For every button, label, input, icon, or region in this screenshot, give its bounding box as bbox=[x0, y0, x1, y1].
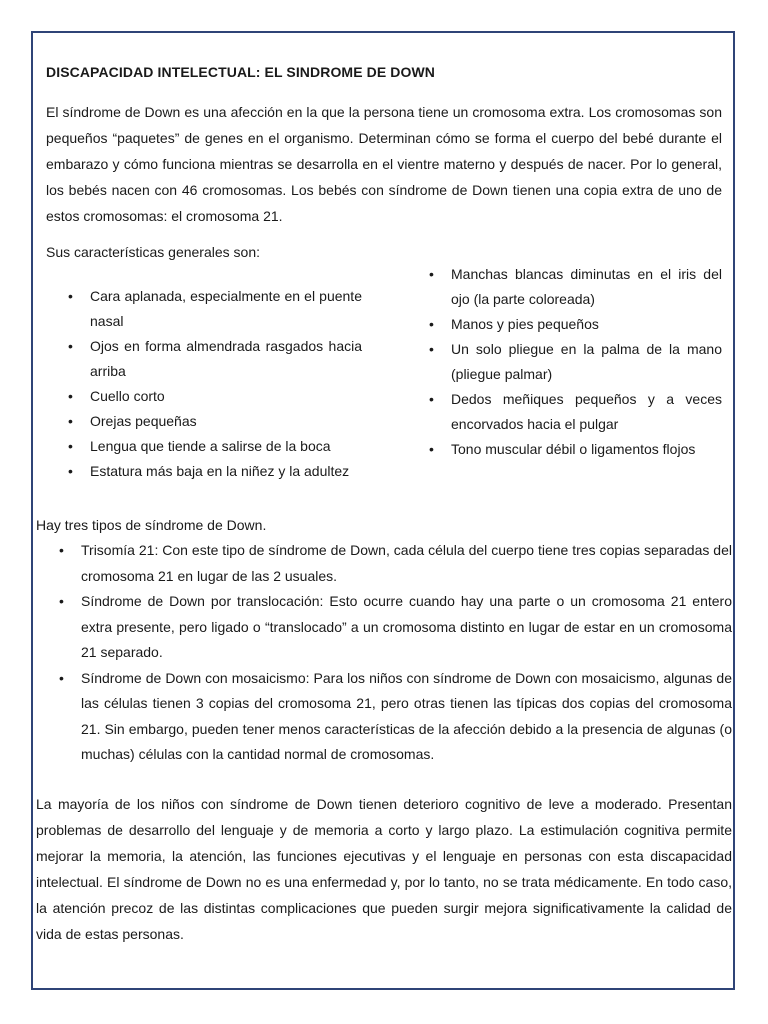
characteristics-heading: Sus características generales son: bbox=[46, 244, 260, 260]
list-item: • Cuello corto bbox=[90, 384, 362, 409]
characteristics-list-left bbox=[90, 284, 362, 484]
list-item: • Síndrome de Down por translocación: Esto ocurre cuando hay una parte o un cromosoma 21 entero extra presente, pero ligado o “translocado” a un cromosoma distinto en lugar de estar en un cromosoma 21 separado. bbox=[81, 589, 732, 666]
list-item: • Ojos en forma almendrada rasgados hacia arriba bbox=[90, 334, 362, 384]
document-title: DISCAPACIDAD INTELECTUAL: EL SINDROME DE DOWN bbox=[46, 64, 435, 80]
characteristics-list-right bbox=[451, 262, 722, 462]
list-item: • Tono muscular débil o ligamentos flojos bbox=[451, 437, 722, 462]
list-item: • Manos y pies pequeños bbox=[451, 312, 722, 337]
list-item: • Orejas pequeñas bbox=[90, 409, 362, 434]
list-item: • Síndrome de Down con mosaicismo: Para los niños con síndrome de Down con mosaicismo, algunas de las células tienen 3 copias del cromosoma 21, pero otras tienen las típicas dos copias del cromosoma 21. Sin embargo, pueden tener menos características de la afección debido a la presencia de algunas (o muchas) células con la cantidad normal de cromosomas. bbox=[81, 666, 732, 768]
list-item: • Un solo pliegue en la palma de la mano (pliegue palmar) bbox=[451, 337, 722, 387]
list-item: • Dedos meñiques pequeños y a veces encorvados hacia el pulgar bbox=[451, 387, 722, 437]
list-item: • Lengua que tiende a salirse de la boca bbox=[90, 434, 362, 459]
list-item: • Estatura más baja en la niñez y la adultez bbox=[90, 459, 362, 484]
types-list bbox=[81, 538, 732, 768]
closing-paragraph: La mayoría de los niños con síndrome de Down tienen deterioro cognitivo de leve a moderado. Presentan problemas de desarrollo del lenguaje y de memoria a corto y largo plazo. La estimulación cognitiva permite mejorar la memoria, la atención, las funciones ejecutivas y el lenguaje en personas con esta discapacidad intelectual. El síndrome de Down no es una enfermedad y, por lo tanto, no se trata médicamente. En todo caso, la atención precoz de las distintas complicaciones que pueden surgir mejora significativamente la calidad de vida de estas personas. bbox=[36, 796, 732, 942]
types-heading: Hay tres tipos de síndrome de Down. bbox=[36, 517, 267, 533]
list-item: • Manchas blancas diminutas en el iris del ojo (la parte coloreada) bbox=[451, 262, 722, 312]
list-item: • Trisomía 21: Con este tipo de síndrome de Down, cada célula del cuerpo tiene tres copias separadas del cromosoma 21 en lugar de las 2 usuales. bbox=[81, 538, 732, 589]
intro-paragraph: El síndrome de Down es una afección en la que la persona tiene un cromosoma extra. Los cromosomas son pequeños “paquetes” de genes en el organismo. Determinan cómo se forma el cuerpo del bebé durante el embarazo y cómo funciona mientras se desarrolla en el vientre materno y después de nacer. Por lo general, los bebés nacen con 46 cromosomas. Los bebés con síndrome de Down tienen una copia extra de uno de estos cromosomas: el cromosoma 21. bbox=[46, 104, 722, 224]
list-item: • Cara aplanada, especialmente en el puente nasal bbox=[90, 284, 362, 334]
